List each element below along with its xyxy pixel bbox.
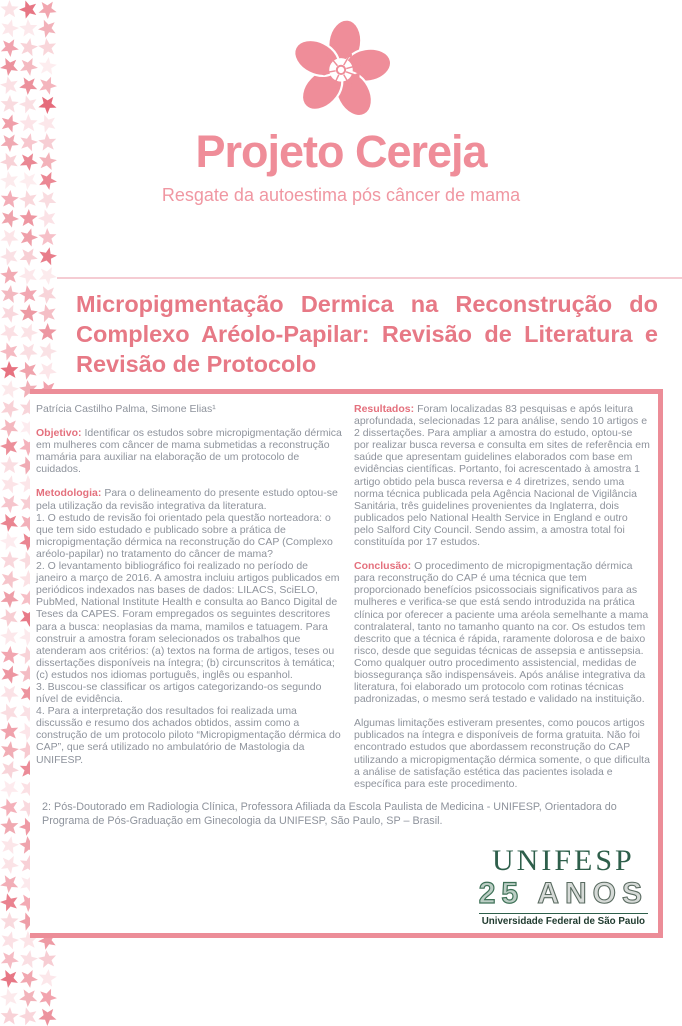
conclusao-label: Conclusão: <box>354 560 412 573</box>
header <box>0 12 682 206</box>
left-column <box>36 403 342 790</box>
section-objetivo <box>36 427 342 475</box>
resultados-label: Resultados: <box>354 403 415 415</box>
metodologia-item-2: 2. O levantamento bibliográfico foi realizado no período de janeiro a março de 2016. A amostra incluiu artigos publicados em periódicos indexados nas bases de dados: LILACS, SciELO, PubMed, National Institute Health e consulta ao Banco Digital de Teses da CAPES. Foram empregados os seguintes descritores para a busca: neoplasias da mama, mamilos e tatuagem. Para construir a amostra foram selecionados os trabalhos que atenderam aos critérios: (a) textos na forma de artigos, teses ou dissertações disponíveis na íntegra; (b) circunscritos à temática; (c) estudos nos idiomas português, inglês ou espanhol. <box>36 560 340 681</box>
cherry-blossom-logo-icon <box>285 12 397 126</box>
unifesp-25-anos <box>479 878 648 910</box>
two-column-body <box>30 394 658 790</box>
anos-word: ANOS <box>524 877 648 910</box>
section-metodologia <box>36 487 342 765</box>
resultados-text: Foram localizadas 83 pesquisas e após leitura aprofundada, selecionadas 12 para análise, sendo 10 artigos e 2 dissertações. Para ampliar a amostra do estudo, optou-se por realizar busca reversa e consulta em sites de referência em saúde que apresentam guidelines elaborados com base em evidências científicas. Portanto, foi acrescentado à amostra 1 artigo obtido pela busca reversa e 4 diretrizes, sendo uma norma técnica publicada pela Agência Nacional de Vigilância Sanitária, três guidelines provenientes da Inglaterra, dois publicados pelo National Health Service in England e outro pelo Salford City Council. Sendo assim, a amostra total foi constituída por 17 estudos. <box>354 403 650 549</box>
poster-title: Micropigmentação Dermica na Reconstrução do Complexo Aréolo-Papilar: Revisão de Literatura e Revisão de Protocolo <box>76 291 658 377</box>
title-top-rule <box>57 277 682 279</box>
metodologia-item-4: 4. Para a interpretação dos resultados foi realizada uma discussão e resumo dos achados obtidos, assim como a construção de um protocolo piloto “Micropigmentação dérmica do CAP”, que será utilizado no ambulatório de Mastologia da UNIFESP. <box>36 705 341 766</box>
affiliation-footnote: 2: Pós-Doutorado em Radiologia Clínica, Professora Afiliada da Escola Paulista de Medicina - UNIFESP, Orientadora do Programa de Pós-Graduação em Ginecologia da UNIFESP, São Paulo, SP – Brasil. <box>42 801 617 827</box>
objetivo-text: Identificar os estudos sobre micropigmentação dérmica em mulheres com câncer de mama submetidas a reconstrução mamária para auxiliar na elaboração de um protocolo de cuidados. <box>36 427 342 476</box>
anos-number: 25 <box>478 877 525 910</box>
unifesp-acronym: UNIFESP <box>492 844 635 877</box>
content-box <box>30 389 663 938</box>
authors-line: Patrícia Castilho Palma, Simone Elias¹ <box>36 403 216 415</box>
metodologia-item-1: 1. O estudo de revisão foi orientado pela questão norteadora: o que tem sido estudado e publicado sobre a prática de micropigmentação dérmica na reconstrução do CAP (Complexo aréolo-papilar) no tratamento do câncer de mama? <box>36 511 333 560</box>
right-column <box>354 403 650 790</box>
section-conclusao <box>354 560 650 705</box>
brand-title: Projeto Cereja <box>195 126 487 177</box>
limitations-paragraph: Algumas limitações estiveram presentes, como poucos artigos publicados na íntegra e disponíveis de forma gratuita. Não foi encontrado estudos que abordassem reconstrução do CAP utilizando a micropigmentação dérmica somente, o que dificulta a análise de satisfação estética das pacientes isolada e específica para este procedimento. <box>354 717 650 790</box>
objetivo-label: Objetivo: <box>36 427 82 440</box>
brand-tagline: Resgate da autoestima pós câncer de mama <box>161 185 521 205</box>
metodologia-item-3: 3. Buscou-se classificar os artigos categorizando-os segundo nível de evidência. <box>36 680 322 706</box>
conclusao-text: O procedimento de micropigmentação dérmica para reconstrução do CAP é uma técnica que tem proporcionado benefícios psicossociais significativos para as mulheres e verifica-se que está sendo introduzida na prática clínica por oferecer a paciente uma aréola semelhante a mama contralateral, tanto no tamanho quanto na cor. Os estudos tem descrito que a técnica é rápida, raramente dolorosa e de baixo risco, desde que seguidas técnicas de assepsia e antissepsia. Como qualquer outro procedimento assistencial, medidas de biossegurança são indispensáveis. Após análise integrativa da literatura, foi elaborado um protocolo com rotinas técnicas padronizadas, o mesmo será testado e validado na instituição. <box>354 560 649 706</box>
unifesp-full-name: Universidade Federal de São Paulo <box>479 913 648 927</box>
metodologia-label: Metodologia: <box>36 487 102 500</box>
metodologia-intro: Para o delineamento do presente estudo optou-se pela utilização da revisão integrativa da literatura. <box>36 487 338 512</box>
unifesp-logo <box>479 845 648 927</box>
section-resultados <box>354 403 650 548</box>
